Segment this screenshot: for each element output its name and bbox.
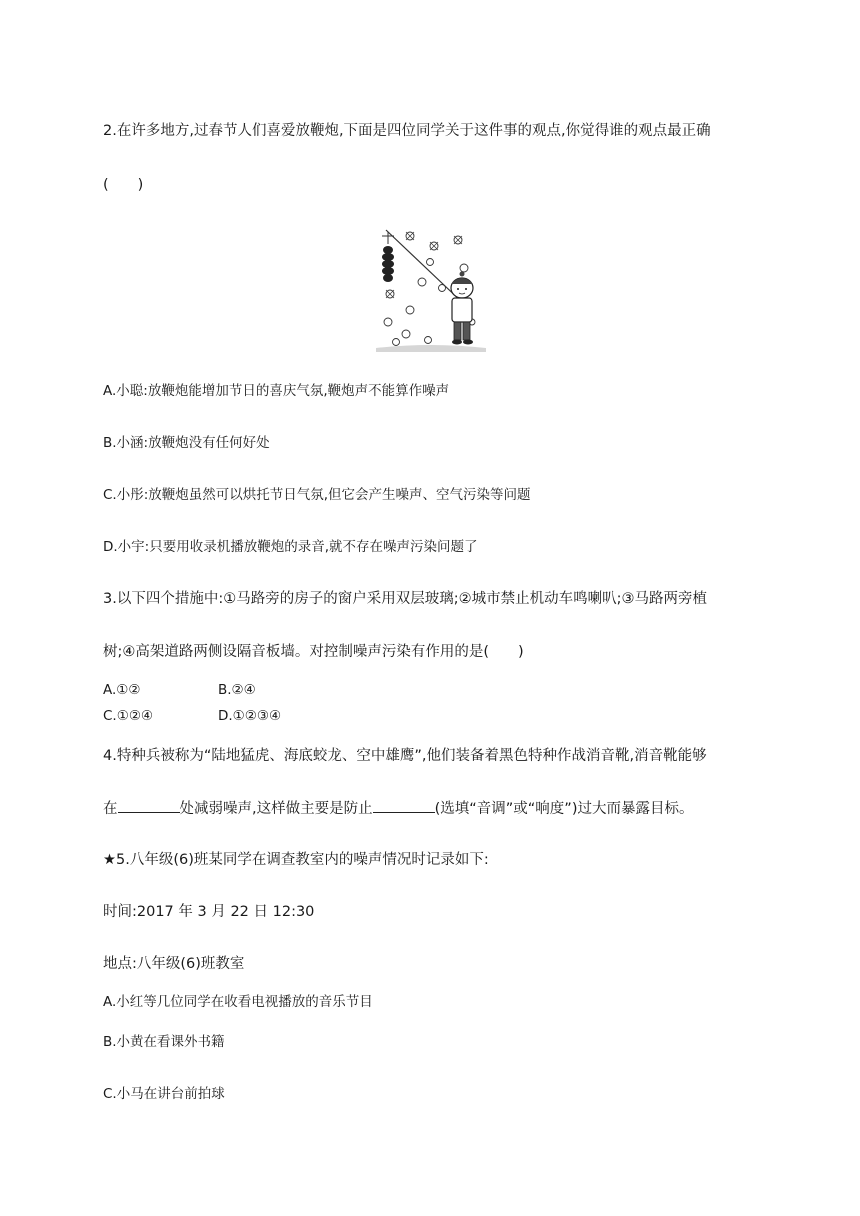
q4-stem-line1: 4.特种兵被称为“陆地猛虎、海底蛟龙、空中雄鹰”,他们装备着黑色特种作战消音靴,消音靴能够 <box>103 748 707 764</box>
q3-stem-line2: 树;④高架道路两侧设隔音板墙。对控制噪声污染有作用的是( ) <box>103 644 524 660</box>
q4-text-c: (选填“音调”或“响度”)过大而暴露目标。 <box>434 801 694 817</box>
q3-option-row2 <box>103 706 153 726</box>
q4-stem-line2 <box>103 798 693 819</box>
q4-text-a: 在 <box>103 801 118 817</box>
q3-option-a: A.①② <box>103 682 141 698</box>
q5-stem: ★5.八年级(6)班某同学在调查教室内的噪声情况时记录如下: <box>103 852 489 868</box>
q2-option-b: B.小涵:放鞭炮没有任何好处 <box>103 435 270 451</box>
q4-blank-1[interactable] <box>118 798 180 813</box>
firecracker-illustration <box>376 222 486 358</box>
q3-option-d: D.①②③④ <box>218 708 282 724</box>
q2-stem: 2.在许多地方,过春节人们喜爱放鞭炮,下面是四位同学关于这件事的观点,你觉得谁的观点最正确 <box>103 123 711 139</box>
q4-blank-2[interactable] <box>373 798 435 813</box>
q5-option-a: A.小红等几位同学在收看电视播放的音乐节目 <box>103 994 373 1010</box>
q3-option-b: B.②④ <box>218 682 256 698</box>
q5-time: 时间:2017 年 3 月 22 日 12:30 <box>103 904 315 920</box>
q3-option-d-wrap <box>218 706 281 726</box>
q3-option-row1 <box>103 680 141 700</box>
q3-stem-line1: 3.以下四个措施中:①马路旁的房子的窗户采用双层玻璃;②城市禁止机动车鸣喇叭;③马路两旁植 <box>103 591 707 607</box>
q5-place: 地点:八年级(6)班教室 <box>103 956 245 972</box>
q3-option-c: C.①②④ <box>103 708 154 724</box>
q5-option-b: B.小黄在看课外书籍 <box>103 1034 225 1050</box>
child-firecracker-image <box>376 222 486 358</box>
q2-answer-paren: ( ) <box>103 177 144 193</box>
q2-option-c: C.小彤:放鞭炮虽然可以烘托节日气氛,但它会产生噪声、空气污染等问题 <box>103 487 531 503</box>
q2-option-d: D.小宇:只要用收录机播放鞭炮的录音,就不存在噪声污染问题了 <box>103 539 478 555</box>
q2-option-a: A.小聪:放鞭炮能增加节日的喜庆气氛,鞭炮声不能算作噪声 <box>103 383 450 399</box>
q3-option-b-wrap <box>218 680 256 700</box>
q5-option-c: C.小马在讲台前拍球 <box>103 1086 225 1102</box>
q4-text-b: 处减弱噪声,这样做主要是防止 <box>179 801 373 817</box>
